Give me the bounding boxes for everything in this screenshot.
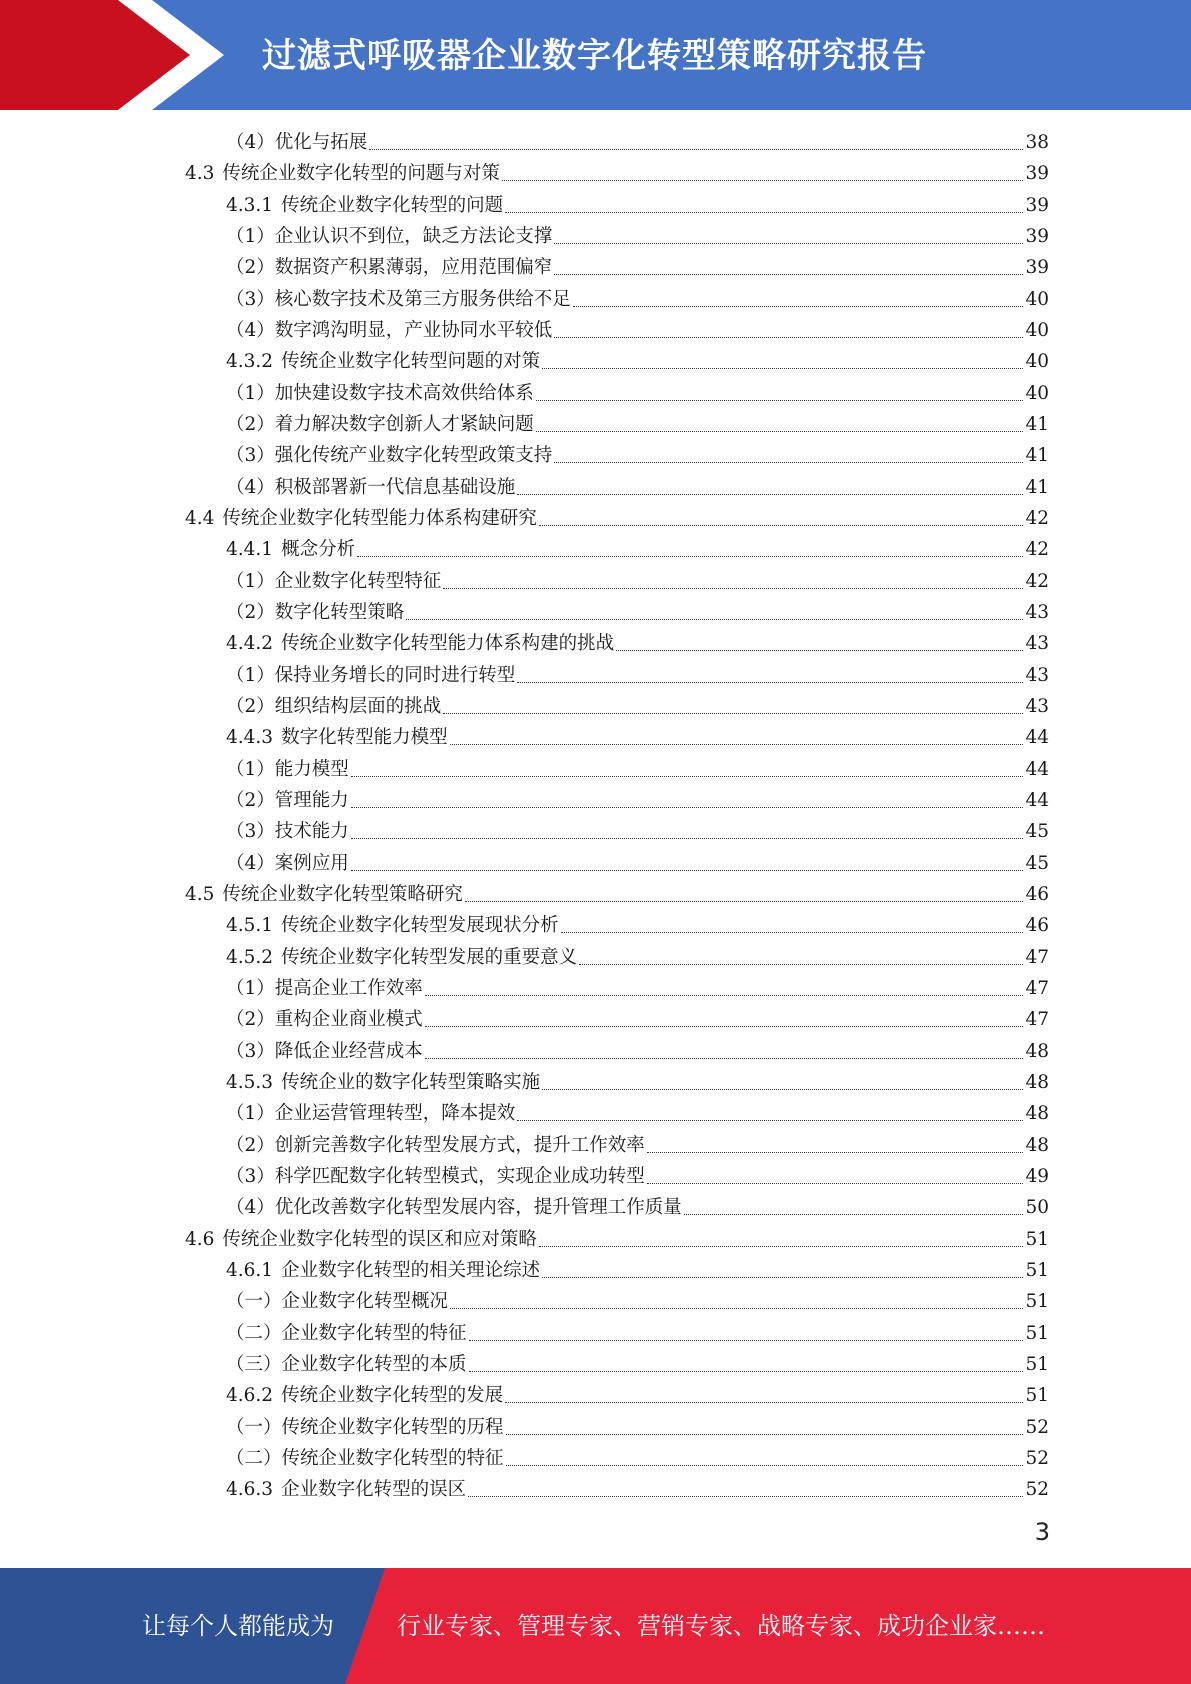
toc-entry-title: 管理能力 <box>274 789 349 811</box>
toc-entry-page: 39 <box>1025 225 1049 247</box>
toc-entry-number: （3） <box>226 1040 275 1062</box>
toc-entry[interactable] <box>185 879 1049 910</box>
toc-entry[interactable] <box>226 597 1049 628</box>
toc-entry-page: 50 <box>1025 1197 1049 1219</box>
toc-entry-page: 52 <box>1025 1416 1049 1438</box>
toc-dot-leader <box>357 534 1023 557</box>
toc-entry-number: （4） <box>226 1197 275 1219</box>
toc-entry-number: 4.6.3 <box>226 1479 274 1501</box>
page-footer <box>0 1568 1191 1684</box>
toc-entry[interactable] <box>226 534 1049 565</box>
toc-entry-page: 48 <box>1025 1103 1049 1125</box>
toc-dot-leader <box>517 472 1023 495</box>
toc-entry-page: 49 <box>1025 1165 1049 1187</box>
toc-entry-title: 加快建设数字技术高效供给体系 <box>274 382 534 404</box>
toc-entry-title: 传统企业数字化转型发展的重要意义 <box>281 946 578 968</box>
toc-entry-title: 传统企业数字化转型的发展 <box>281 1385 504 1407</box>
report-title: 过滤式呼吸器企业数字化转型策略研究报告 <box>262 36 927 76</box>
toc-dot-leader <box>542 346 1023 369</box>
toc-entry-page: 39 <box>1025 257 1049 279</box>
toc-entry-number: （1） <box>226 570 275 592</box>
toc-entry-number: （4） <box>226 132 275 153</box>
toc-entry-title: 积极部署新一代信息基础设施 <box>274 476 516 498</box>
toc-entry-title: 企业数字化转型特征 <box>274 570 442 592</box>
toc-entry-title: 传统企业数字化转型能力体系构建研究 <box>222 507 537 529</box>
toc-entry-page: 42 <box>1025 507 1049 529</box>
toc-dot-leader <box>554 252 1023 275</box>
toc-entry-number: 4.5.3 <box>226 1071 274 1093</box>
toc-dot-leader <box>505 190 1023 213</box>
toc-dot-leader <box>506 1443 1024 1466</box>
toc-entry-title: 传统企业数字化转型的历程 <box>281 1416 504 1438</box>
toc-entry-number: 4.6 <box>185 1228 215 1250</box>
toc-entry-title: 企业数字化转型的本质 <box>281 1353 467 1375</box>
toc-entry-page: 40 <box>1025 288 1049 310</box>
toc-entry-title: 保持业务增长的同时进行转型 <box>274 664 516 686</box>
toc-entry-title: 企业数字化转型的误区 <box>281 1479 467 1501</box>
toc-entry-page: 38 <box>1025 132 1049 153</box>
toc-entry-title: 数字鸿沟明显，产业协同水平较低 <box>274 319 553 341</box>
toc-entry[interactable] <box>226 252 1049 283</box>
toc-entry-title: 强化传统产业数字化转型政策支持 <box>274 445 553 467</box>
toc-entry-page: 41 <box>1025 476 1049 498</box>
toc-entry[interactable] <box>226 1286 1049 1317</box>
toc-entry[interactable] <box>226 472 1049 503</box>
toc-entry-number: 4.4.2 <box>226 633 274 655</box>
toc-entry-page: 44 <box>1025 727 1049 749</box>
toc-entry[interactable] <box>226 1036 1049 1067</box>
toc-entry-number: 4.5.2 <box>226 946 274 968</box>
toc-entry-number: （4） <box>226 852 275 874</box>
toc-entry[interactable] <box>226 1474 1049 1505</box>
toc-entry[interactable] <box>226 973 1049 1004</box>
toc-entry-number: 4.6.1 <box>226 1259 274 1281</box>
toc-entry-number: （2） <box>226 789 275 811</box>
toc-dot-leader <box>465 879 1024 902</box>
toc-entry[interactable] <box>226 1412 1049 1443</box>
toc-entry-number: （1） <box>226 977 275 999</box>
toc-dot-leader <box>505 1380 1023 1403</box>
toc-entry-title: 能力模型 <box>274 758 349 780</box>
toc-entry[interactable] <box>226 942 1049 973</box>
toc-entry[interactable] <box>185 503 1049 534</box>
toc-entry-title: 企业运营管理转型，降本提效 <box>274 1103 516 1125</box>
toc-entry-number: （一） <box>226 1416 282 1438</box>
toc-entry-number: （3） <box>226 445 275 467</box>
page-header <box>0 0 1191 110</box>
toc-entry[interactable] <box>226 1443 1049 1474</box>
toc-entry-title: 优化与拓展 <box>274 132 368 153</box>
toc-entry-page: 41 <box>1025 445 1049 467</box>
toc-entry-title: 概念分析 <box>281 539 356 561</box>
toc-dot-leader <box>502 158 1024 181</box>
toc-entry-page: 45 <box>1025 821 1049 843</box>
toc-entry-title: 核心数字技术及第三方服务供给不足 <box>274 288 571 310</box>
toc-entry[interactable] <box>226 1004 1049 1035</box>
toc-dot-leader <box>351 754 1024 777</box>
toc-dot-leader <box>539 1224 1024 1247</box>
toc-dot-leader <box>647 1161 1024 1184</box>
toc-entry-page: 46 <box>1025 883 1049 905</box>
toc-entry[interactable] <box>226 221 1049 252</box>
toc-entry[interactable] <box>226 315 1049 346</box>
toc-entry-number: （2） <box>226 1009 275 1031</box>
toc-entry-number: （一） <box>226 1291 282 1313</box>
toc-entry-title: 企业数字化转型概况 <box>281 1291 449 1313</box>
toc-dot-leader <box>573 284 1024 307</box>
toc-dot-leader <box>517 660 1023 683</box>
toc-entry-page: 40 <box>1025 382 1049 404</box>
toc-entry-page: 44 <box>1025 758 1049 780</box>
toc-entry-title: 数字化转型策略 <box>274 601 405 623</box>
toc-entry-page: 51 <box>1025 1259 1049 1281</box>
toc-dot-leader <box>369 127 1023 150</box>
toc-entry[interactable] <box>226 848 1049 879</box>
toc-entry-page: 39 <box>1025 163 1049 185</box>
toc-dot-leader <box>443 691 1023 714</box>
toc-entry[interactable] <box>226 628 1049 659</box>
toc-entry-title: 企业数字化转型的特征 <box>281 1322 467 1344</box>
toc-entry-title: 数据资产积累薄弱，应用范围偏窄 <box>274 257 553 279</box>
toc-entry[interactable] <box>185 1224 1049 1255</box>
footer-slogan-left: 让每个人都能成为 <box>142 1612 334 1640</box>
toc-entry[interactable] <box>226 1098 1049 1129</box>
toc-entry-title: 企业认识不到位，缺乏方法论支撑 <box>274 225 553 247</box>
toc-entry-title: 传统企业数字化转型问题的对策 <box>281 351 541 373</box>
toc-entry[interactable] <box>226 378 1049 409</box>
toc-entry-page: 46 <box>1025 915 1049 937</box>
toc-entry-title: 提高企业工作效率 <box>274 977 423 999</box>
toc-entry-number: （2） <box>226 695 275 717</box>
toc-entry[interactable] <box>226 1380 1049 1411</box>
toc-entry[interactable] <box>226 1130 1049 1161</box>
toc-entry-page: 52 <box>1025 1447 1049 1469</box>
toc-entry[interactable] <box>226 910 1049 941</box>
footer-slogan-right: 行业专家、管理专家、营销专家、战略专家、成功企业家…… <box>397 1612 1045 1640</box>
toc-entry[interactable] <box>226 722 1049 753</box>
toc-dot-leader <box>517 1098 1023 1121</box>
toc-entry-page: 45 <box>1025 852 1049 874</box>
toc-entry-number: （4） <box>226 476 275 498</box>
toc-entry-title: 传统企业的数字化转型策略实施 <box>281 1071 541 1093</box>
toc-entry-page: 51 <box>1025 1353 1049 1375</box>
toc-entry-page: 47 <box>1025 977 1049 999</box>
toc-entry[interactable] <box>226 127 1049 158</box>
toc-entry-number: （2） <box>226 257 275 279</box>
toc-entry-number: （3） <box>226 1165 275 1187</box>
toc-entry-number: （1） <box>226 1103 275 1125</box>
toc-entry[interactable] <box>226 409 1049 440</box>
toc-dot-leader <box>406 597 1023 620</box>
toc-entry-page: 43 <box>1025 601 1049 623</box>
toc-dot-leader <box>542 1067 1023 1090</box>
toc-entry-page: 51 <box>1025 1291 1049 1313</box>
toc-dot-leader <box>554 315 1023 338</box>
toc-entry[interactable] <box>226 1192 1049 1223</box>
toc-dot-leader <box>561 910 1024 933</box>
toc-dot-leader <box>542 1255 1023 1278</box>
toc-entry[interactable] <box>185 158 1049 189</box>
toc-entry[interactable] <box>226 1349 1049 1380</box>
toc-entry[interactable] <box>226 754 1049 785</box>
toc-entry-title: 传统企业数字化转型发展现状分析 <box>281 915 559 937</box>
toc-entry[interactable] <box>226 1255 1049 1286</box>
toc-entry-title: 企业数字化转型的相关理论综述 <box>281 1259 541 1281</box>
toc-entry-page: 52 <box>1025 1479 1049 1501</box>
toc-dot-leader <box>425 1036 1024 1059</box>
toc-dot-leader <box>539 503 1024 526</box>
toc-entry-number: （1） <box>226 664 275 686</box>
toc-entry-page: 48 <box>1025 1040 1049 1062</box>
toc-entry-number: （三） <box>226 1353 282 1375</box>
toc-entry-title: 组织结构层面的挑战 <box>274 695 442 717</box>
toc-entry-number: （2） <box>226 601 275 623</box>
toc-dot-leader <box>536 378 1024 401</box>
toc-entry-page: 43 <box>1025 695 1049 717</box>
toc-entry-page: 40 <box>1025 351 1049 373</box>
toc-entry-number: （3） <box>226 821 275 843</box>
toc-entry[interactable] <box>226 691 1049 722</box>
toc-entry-page: 51 <box>1025 1385 1049 1407</box>
toc-entry-number: 4.3 <box>185 163 215 185</box>
toc-dot-leader <box>554 221 1023 244</box>
toc-entry-page: 51 <box>1025 1322 1049 1344</box>
toc-entry-title: 案例应用 <box>274 852 349 874</box>
toc-entry-number: 4.6.2 <box>226 1385 274 1407</box>
toc-entry-title: 技术能力 <box>274 821 349 843</box>
toc-entry[interactable] <box>226 190 1049 221</box>
toc-entry-page: 44 <box>1025 789 1049 811</box>
toc-entry-number: （4） <box>226 319 275 341</box>
toc-dot-leader <box>450 722 1024 745</box>
toc-entry-number: （2） <box>226 1134 275 1156</box>
toc-entry-number: （二） <box>226 1322 282 1344</box>
toc-entry[interactable] <box>226 1318 1049 1349</box>
toc-entry-number: 4.3.1 <box>226 194 274 216</box>
toc-dot-leader <box>468 1474 1023 1497</box>
toc-dot-leader <box>469 1349 1024 1372</box>
toc-dot-leader <box>536 409 1024 432</box>
toc-entry-page: 43 <box>1025 633 1049 655</box>
toc-entry-number: （1） <box>226 382 275 404</box>
toc-entry-number: 4.4 <box>185 507 215 529</box>
toc-entry-page: 42 <box>1025 539 1049 561</box>
toc-entry-title: 传统企业数字化转型的特征 <box>281 1447 504 1469</box>
toc-entry-page: 47 <box>1025 1009 1049 1031</box>
toc-entry[interactable] <box>226 1067 1049 1098</box>
toc-entry-page: 48 <box>1025 1134 1049 1156</box>
toc-entry-page: 42 <box>1025 570 1049 592</box>
toc-entry[interactable] <box>226 785 1049 816</box>
toc-dot-leader <box>554 440 1023 463</box>
toc-entry-number: 4.4.1 <box>226 539 274 561</box>
toc-dot-leader <box>351 816 1024 839</box>
toc-entry-page: 40 <box>1025 319 1049 341</box>
toc-dot-leader <box>443 566 1023 589</box>
toc-entry-page: 51 <box>1025 1228 1049 1250</box>
toc-entry-page: 41 <box>1025 413 1049 435</box>
toc-dot-leader <box>616 628 1023 651</box>
toc-entry-number: （1） <box>226 225 275 247</box>
toc-entry-page: 39 <box>1025 194 1049 216</box>
toc-entry-title: 传统企业数字化转型的误区和应对策略 <box>222 1228 537 1250</box>
toc-entry-title: 传统企业数字化转型能力体系构建的挑战 <box>281 633 615 655</box>
toc-entry-title: 传统企业数字化转型的问题与对策 <box>222 163 500 185</box>
toc-entry-title: 优化改善数字化转型发展内容，提升管理工作质量 <box>274 1197 682 1219</box>
toc-entry-title: 数字化转型能力模型 <box>281 727 448 749</box>
toc-entry-number: （2） <box>226 413 275 435</box>
toc-entry-page: 48 <box>1025 1071 1049 1093</box>
toc-dot-leader <box>351 848 1024 871</box>
toc-entry[interactable] <box>226 1161 1049 1192</box>
toc-entry-number: （1） <box>226 758 275 780</box>
toc-entry-number: （二） <box>226 1447 282 1469</box>
toc-entry[interactable] <box>226 440 1049 471</box>
toc-entry[interactable] <box>226 346 1049 377</box>
toc-entry-title: 降低企业经营成本 <box>274 1040 423 1062</box>
toc-entry-number: （3） <box>226 288 275 310</box>
toc-entry[interactable] <box>226 660 1049 691</box>
toc-entry-title: 传统企业数字化转型策略研究 <box>222 883 463 905</box>
toc-entry-title: 重构企业商业模式 <box>274 1009 423 1031</box>
toc-entry-page: 47 <box>1025 946 1049 968</box>
toc-dot-leader <box>469 1318 1024 1341</box>
toc-dot-leader <box>579 942 1023 965</box>
toc-dot-leader <box>647 1130 1024 1153</box>
page-number: 3 <box>1034 1518 1050 1546</box>
toc-dot-leader <box>351 785 1024 808</box>
toc-dot-leader <box>425 1004 1024 1027</box>
toc-dot-leader <box>506 1412 1024 1435</box>
toc-entry-title: 着力解决数字创新人才紧缺问题 <box>274 413 534 435</box>
toc-entry-title: 科学匹配数字化转型模式，实现企业成功转型 <box>274 1165 645 1187</box>
toc-entry-number: 4.5 <box>185 883 215 905</box>
toc-entry-page: 43 <box>1025 664 1049 686</box>
toc-dot-leader <box>684 1192 1024 1215</box>
toc-entry[interactable] <box>226 284 1049 315</box>
toc-entry-title: 传统企业数字化转型的问题 <box>281 194 504 216</box>
toc-entry-number: 4.3.2 <box>226 351 274 373</box>
toc-entry-number: 4.4.3 <box>226 727 274 749</box>
toc-dot-leader <box>450 1286 1023 1309</box>
toc-entry-title: 创新完善数字化转型发展方式，提升工作效率 <box>274 1134 645 1156</box>
toc-entry-number: 4.5.1 <box>226 915 274 937</box>
toc-entry[interactable] <box>226 816 1049 847</box>
toc-dot-leader <box>425 973 1024 996</box>
toc-entry[interactable] <box>226 566 1049 597</box>
